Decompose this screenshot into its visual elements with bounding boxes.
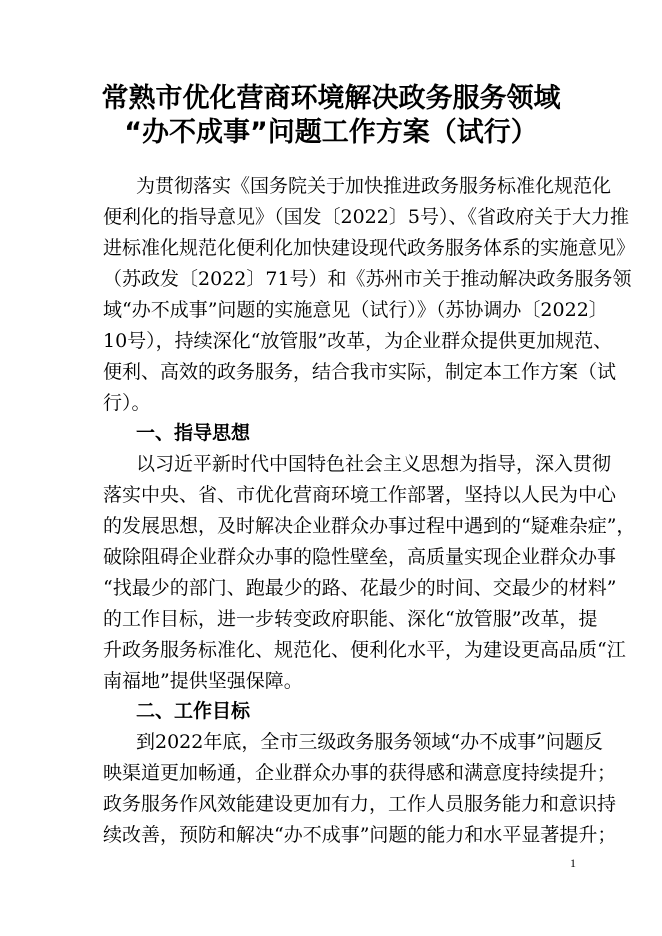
section1-line: 的工作目标，进一步转变政府职能、深化“放管服”改革，提: [103, 608, 598, 630]
intro-line: 为贯彻落实《国务院关于加快推进政务服务标准化规范化: [136, 175, 612, 197]
section1-line: 的发展思想，及时解决企业群众办事过程中遇到的“疑难杂症”，: [103, 515, 636, 537]
document-title-line-2: “办不成事”问题工作方案（试行）: [124, 117, 538, 148]
intro-line: （苏政发〔2022〕71号）和《苏州市关于推动解决政务服务领: [103, 268, 632, 290]
section1-line: 南福地”提供坚强保障。: [103, 670, 303, 692]
section1-line: 升政务服务标准化、规范化、便利化水平，为建设更高品质“江: [103, 639, 626, 661]
intro-line: 便利化的指导意见》（国发〔2022〕5号）、《省政府关于大力推: [103, 206, 629, 228]
intro-line: 行）。: [103, 392, 151, 414]
document-title-line-1: 常熟市优化营商环境解决政务服务领域: [101, 83, 561, 114]
section2-line: 政务服务作风效能建设更加有力，工作人员服务能力和意识持: [103, 793, 617, 815]
section1-line: 破除阻碍企业群众办事的隐性壁垒，高质量实现企业群众办事: [103, 546, 617, 568]
section1-line: “找最少的部门、跑最少的路、花最少的时间、交最少的材料”: [103, 577, 617, 599]
intro-line: 进标准化规范化便利化加快建设现代政务服务体系的实施意见》: [103, 237, 636, 259]
section2-line: 续改善，预防和解决“办不成事”问题的能力和水平显著提升；: [103, 824, 617, 846]
intro-line: 域“办不成事”问题的实施意见（试行）》（苏协调办〔2022〕: [103, 299, 608, 321]
section2-line: 映渠道更加畅通，企业群众办事的获得感和满意度持续提升；: [103, 762, 617, 784]
section-heading-work-goals: 二、工作目标: [136, 700, 251, 722]
section1-line: 以习近平新时代中国特色社会主义思想为指导，深入贯彻: [136, 453, 612, 475]
section2-line: 到2022年底，全市三级政务服务领域“办不成事”问题反: [136, 731, 603, 753]
intro-line: 10号），持续深化“放管服”改革，为企业群众提供更加规范、: [103, 330, 613, 352]
section1-line: 落实中央、省、市优化营商环境工作部署，坚持以人民为中心: [103, 484, 617, 506]
section-heading-guiding-ideology: 一、指导思想: [136, 422, 251, 444]
page-number: 1: [570, 856, 576, 870]
intro-line: 便利、高效的政务服务，结合我市实际，制定本工作方案（试: [103, 361, 617, 383]
